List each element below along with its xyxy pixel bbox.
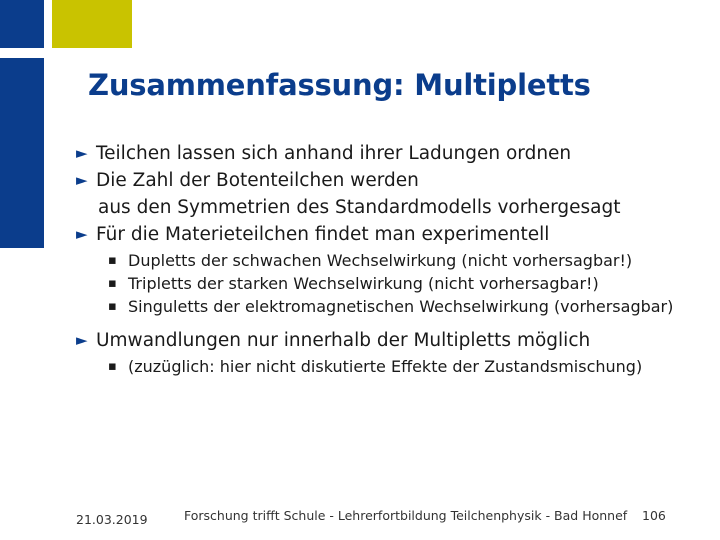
page-number: 106: [642, 508, 666, 523]
sub-bullet-item: [76, 273, 696, 294]
decor-blue-bar: [0, 58, 44, 248]
sub-bullet-text: (zuzüglich: hier nicht diskutierte Effekte der Zustandsmischung): [128, 357, 643, 376]
square-bullet-icon: ▪: [108, 359, 117, 374]
sub-bullet-text: Tripletts der starken Wechselwirkung (nicht vorhersagbar!): [128, 274, 599, 293]
arrow-bullet-icon: ►: [76, 331, 88, 349]
sub-bullet-text: Singuletts der elektromagnetischen Wechselwirkung (vorhersagbar): [128, 297, 674, 316]
sub-bullet-item: [76, 250, 696, 271]
arrow-bullet-icon: ►: [76, 225, 88, 243]
sub-bullet-item: [76, 296, 696, 317]
arrow-bullet-icon: ►: [76, 144, 88, 162]
decor-blue-square: [0, 0, 44, 48]
bullet-text: Teilchen lassen sich anhand ihrer Ladungen ordnen: [96, 143, 572, 164]
bullet-item: [76, 327, 696, 354]
bullet-item: [76, 167, 696, 221]
bullet-text: Für die Materieteilchen findet man experimentell: [96, 224, 550, 245]
square-bullet-icon: ▪: [108, 299, 117, 314]
square-bullet-icon: ▪: [108, 253, 117, 268]
bullet-item: [76, 140, 696, 167]
footer-text: Forschung trifft Schule - Lehrerfortbildung Teilchenphysik - Bad Honnef: [184, 508, 628, 523]
bullet-item: [76, 221, 696, 248]
slide-content: [76, 140, 696, 377]
bullet-text-continuation: aus den Symmetrien des Standardmodells vorhergesagt: [98, 197, 621, 218]
sub-bullet-item: [76, 356, 696, 377]
bullet-text: Die Zahl der Botenteilchen werden: [96, 170, 419, 191]
slide-title: Zusammenfassung: Multipletts: [88, 68, 591, 102]
square-bullet-icon: ▪: [108, 276, 117, 291]
footer-date: 21.03.2019: [76, 512, 148, 527]
bullet-text: Umwandlungen nur innerhalb der Multipletts möglich: [96, 330, 591, 351]
sub-bullet-text: Dupletts der schwachen Wechselwirkung (nicht vorhersagbar!): [128, 251, 633, 270]
arrow-bullet-icon: ►: [76, 171, 88, 189]
decor-yellow-square: [52, 0, 132, 48]
